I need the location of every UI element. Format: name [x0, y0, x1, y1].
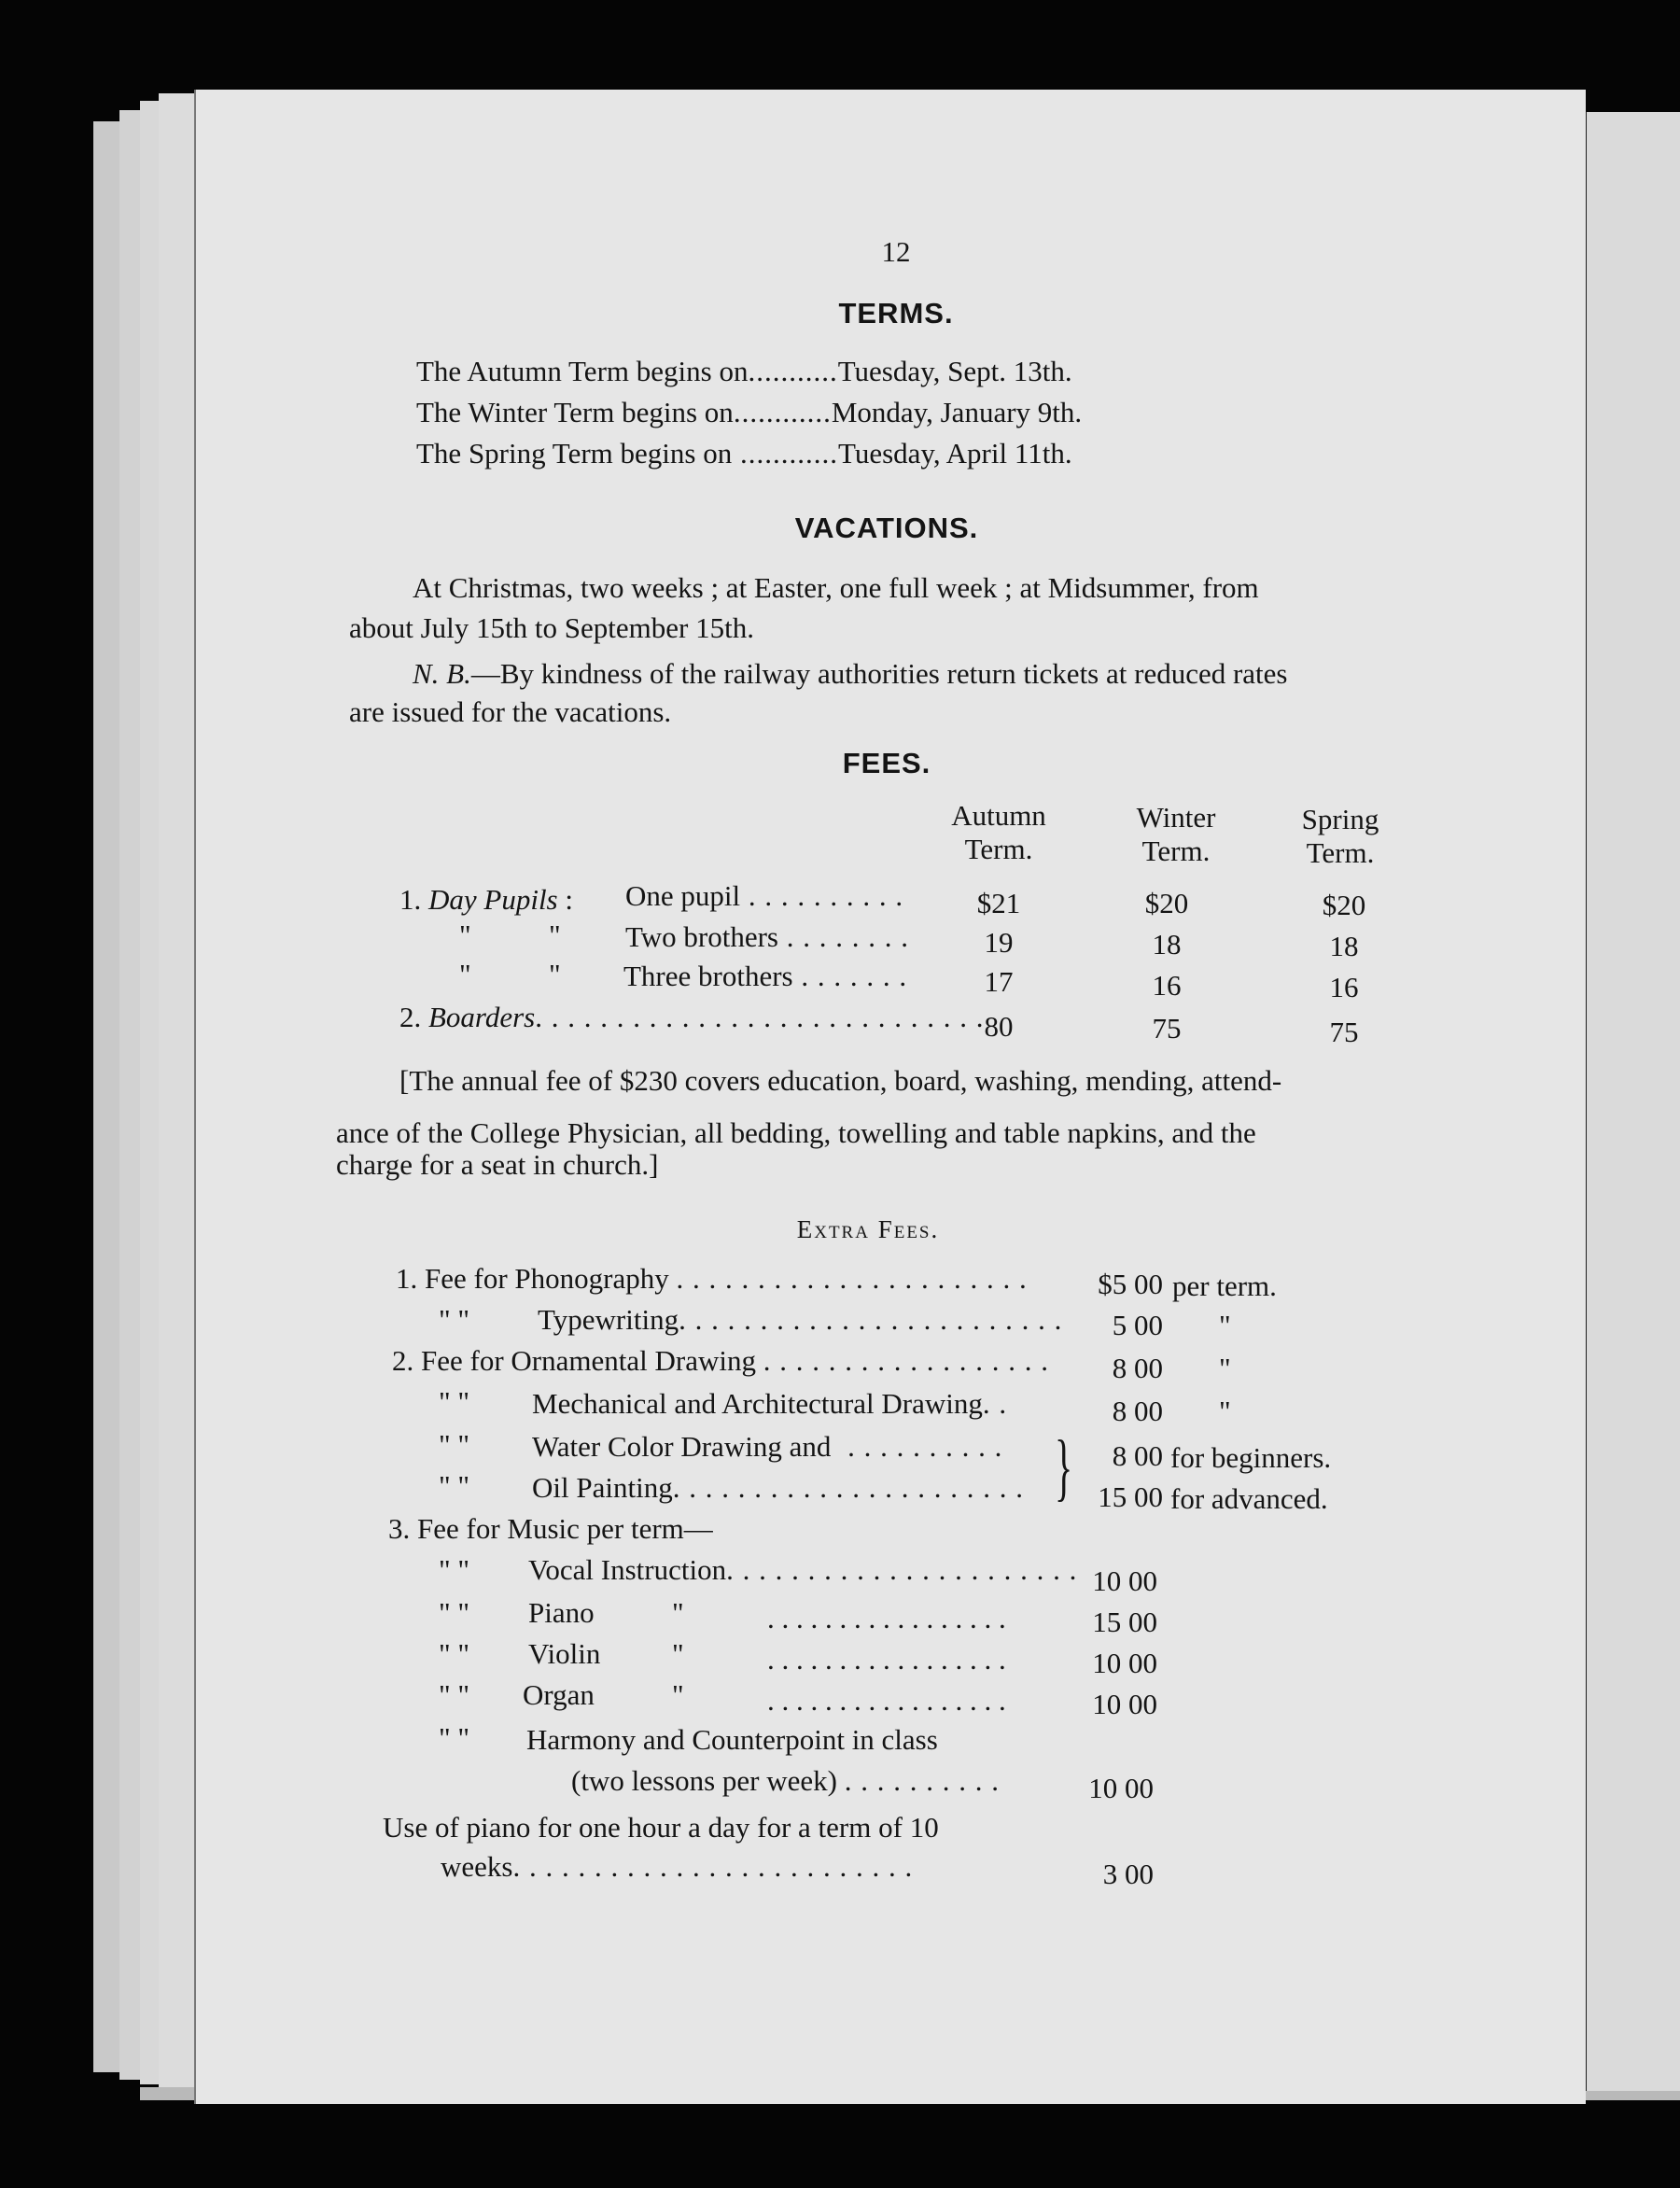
fee-note: ance of the College Physician, all bedding, towelling and table napkins, and the [336, 1116, 1256, 1149]
fee-autumn: 19 [984, 926, 1014, 959]
extra-fee-item: 3. Fee for Music per term— [388, 1512, 713, 1545]
extra-fee-item: Violin [528, 1637, 601, 1670]
ditto-mark: " [672, 1637, 684, 1670]
term-label: The Autumn Term begins on [416, 355, 749, 387]
extra-fee-note: " [1219, 1309, 1231, 1341]
extra-fee-note: " [1219, 1395, 1231, 1427]
term-label: The Spring Term begins on [416, 437, 733, 470]
extra-fee-amount: 10 00 [1092, 1688, 1157, 1720]
terms-row [416, 396, 1082, 429]
vacations-text: about July 15th to September 15th. [349, 611, 754, 644]
ditto-mark: " " [439, 1596, 470, 1629]
extra-fee-item: Harmony and Counterpoint in class [526, 1723, 938, 1756]
ditto-mark: " " [439, 1553, 470, 1586]
fee-winter: 75 [1152, 1012, 1182, 1045]
leader-dots: ............ [733, 396, 832, 428]
ditto-mark: " " [439, 1303, 470, 1336]
extra-fee-amount: 8 00 [1112, 1439, 1163, 1472]
vacations-heading: VACATIONS. [794, 512, 979, 544]
fee-autumn: 80 [984, 1010, 1014, 1043]
fees-heading: FEES. [842, 747, 931, 779]
ditto-mark: " [459, 958, 471, 990]
term-label: The Winter Term begins on [416, 396, 734, 428]
ditto-mark: " " [439, 1721, 470, 1754]
term-date: Tuesday, Sept. 13th. [837, 355, 1072, 387]
extra-fee-note: per term. [1172, 1269, 1277, 1302]
extra-fee-amount: 10 00 [1092, 1564, 1157, 1597]
ditto-mark: " [549, 919, 561, 951]
extra-fee-item: weeks. . . . . . . . . . . . . . . . . . . . . . . . . [441, 1850, 914, 1883]
fee-winter: 16 [1152, 969, 1182, 1002]
ditto-mark: " " [439, 1385, 470, 1418]
vacations-text: At Christmas, two weeks ; at Easter, one full week ; at Midsummer, from [413, 571, 1259, 604]
fee-row: 2. Boarders. . . . . . . . . . . . . . . . . . . . . . . . . . . . [399, 1001, 985, 1033]
extra-fee-note: for advanced. [1170, 1482, 1328, 1515]
leader-dots: ............ [732, 437, 838, 470]
nb-text: are issued for the vacations. [349, 695, 672, 728]
extra-fee-amount: $5 00 [1098, 1268, 1163, 1300]
extra-fee-amount: 3 00 [1102, 1858, 1154, 1890]
fee-winter: $20 [1144, 887, 1189, 919]
extra-fee-item: Organ [523, 1678, 595, 1711]
extra-fee-item: Typewriting. . . . . . . . . . . . . . . . . . . . . . . . [538, 1303, 1063, 1336]
col-header-spring: Spring Term. [1301, 803, 1379, 869]
extra-fee-amount: 8 00 [1112, 1352, 1163, 1384]
term-date: Monday, January 9th. [831, 396, 1083, 428]
ditto-mark: " [549, 958, 561, 990]
terms-row [416, 355, 1072, 388]
leader-dots: . . . . . . . . . . . . . . . . . [767, 1602, 1006, 1634]
ditto-mark: " " [439, 1428, 470, 1461]
fee-note: charge for a seat in church.] [336, 1148, 659, 1181]
fee-desc: Two brothers . . . . . . . . [625, 920, 909, 953]
fee-note: [The annual fee of $230 covers education, board, washing, mending, attend- [399, 1064, 1282, 1097]
extra-fees-heading: Extra Fees. [796, 1215, 940, 1243]
fee-desc: Three brothers . . . . . . . [623, 960, 908, 992]
facing-page-edge [1584, 112, 1680, 2091]
extra-fee-amount: 5 00 [1112, 1309, 1163, 1341]
fee-winter: 18 [1152, 928, 1182, 961]
extra-fee-item: Piano [528, 1596, 595, 1629]
fee-spring: 75 [1329, 1016, 1359, 1048]
col-header-autumn: Autumn Term. [951, 799, 1046, 865]
extra-fee-note: " [1219, 1352, 1231, 1384]
ditto-mark: " [672, 1678, 684, 1711]
extra-fee-item: Use of piano for one hour a day for a term of 10 [383, 1811, 939, 1844]
extra-fee-amount: 15 00 [1098, 1480, 1163, 1513]
leader-dots: . . . . . . . . . . . . . . . . . [767, 1643, 1006, 1676]
ditto-mark: " " [439, 1469, 470, 1502]
ditto-mark: " [459, 919, 471, 951]
col-header-winter: Winter Term. [1136, 801, 1216, 867]
fee-spring: 16 [1329, 971, 1359, 1003]
page-number: 12 [881, 235, 911, 268]
page-edge [159, 93, 198, 2091]
fee-spring: $20 [1322, 889, 1366, 921]
fee-row: 1. Day Pupils : [399, 883, 573, 916]
fee-autumn: $21 [976, 887, 1021, 919]
ditto-mark: " [672, 1596, 684, 1629]
extra-fee-amount: 8 00 [1112, 1395, 1163, 1427]
extra-fee-item: Vocal Instruction. . . . . . . . . . . . . . . . . . . . . . [528, 1553, 1078, 1586]
leader-dots: . . . . . . . . . . . . . . . . . [767, 1684, 1006, 1717]
leader-dots: ........... [748, 355, 838, 387]
extra-fee-item: 2. Fee for Ornamental Drawing . . . . . . . . . . . . . . . . . . [392, 1344, 1049, 1377]
terms-heading: TERMS. [838, 297, 954, 330]
extra-fee-item: Oil Painting. . . . . . . . . . . . . . . . . . . . . . [532, 1471, 1024, 1504]
extra-fee-item: (two lessons per week) . . . . . . . . . . [571, 1764, 1000, 1797]
ditto-mark: " " [439, 1678, 470, 1711]
extra-fee-amount: 15 00 [1092, 1606, 1157, 1638]
terms-row [416, 437, 1072, 470]
extra-fee-amount: 10 00 [1088, 1772, 1154, 1804]
ditto-mark: " " [439, 1637, 470, 1670]
extra-fee-item: Water Color Drawing and . . . . . . . . . . [532, 1430, 1003, 1463]
extra-fee-item: 1. Fee for Phonography . . . . . . . . . . . . . . . . . . . . . . [396, 1262, 1028, 1295]
nb-text: N. B.—By kindness of the railway authorities return tickets at reduced rates [413, 657, 1288, 690]
fee-spring: 18 [1329, 930, 1359, 962]
extra-fee-item: Mechanical and Architectural Drawing. . [532, 1387, 1008, 1420]
extra-fee-note: for beginners. [1170, 1441, 1332, 1474]
fee-desc: One pupil . . . . . . . . . . [625, 879, 904, 912]
nb-label: N. B. [413, 657, 471, 690]
extra-fee-amount: 10 00 [1092, 1647, 1157, 1679]
term-date: Tuesday, April 11th. [837, 437, 1072, 470]
brace-icon: } [1055, 1426, 1073, 1508]
fee-autumn: 17 [984, 965, 1014, 998]
